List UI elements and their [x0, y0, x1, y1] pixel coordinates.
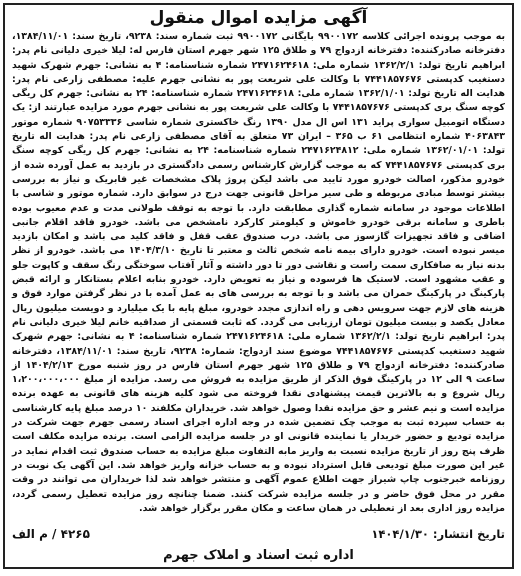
notice-title: آگهی مزایده اموال منقول	[149, 8, 368, 28]
notice-code: ۴۲۶۵ / م الف	[12, 527, 90, 541]
issuing-office: اداره ثبت اسناد و املاک جهرم	[163, 548, 354, 563]
notice-frame	[3, 3, 514, 569]
publish-date: تاریخ انتشار: ۱۴۰۴/۱/۳۰	[371, 527, 505, 541]
notice-footer	[12, 527, 505, 563]
notice-body: به موجب پرونده اجرائی کلاسه ۹۹۰۰۱۷۲ بایگانی ۹۹۰۰۱۷۲ ثبت شماره سند: ۹۲۳۸، تاریخ سند: ۱۳۸۴/۱۱/۰۱، دفترخانه صادرکننده: دفترخانه ازدواج ۷۹ و طلاق ۱۲۵ شهر جهرم استان فارس له: لیلا خیری دلیانی نام پدر: ابراهیم تاریخ تولد: ۱۳۶۲/۲/۱ شماره ملی: ۲۴۷۱۶۲۴۶۱۸ شماره شناسنامه: ۴ به نشانی: جهرم شهرک شهید دستغیب کدپستی ۷۴۴۱۸۵۷۶۷۶ با وکالت علی شریعت پور به نشانی جهرم علیه: مصطفی زارعی نام پدر: هدایت اله تاریخ تولد: ۱۳۶۲/۱/۰۱ شماره ملی: ۲۴۷۱۶۲۴۶۱۸ شماره شناسنامه: ۲۴ به نشانی: جهرم کل ریگی کوچه سنگ بری کدپستی ۷۴۴۱۸۵۷۶۷۶ با وکالت علی شریعت پور به نشانی جهرم مورد مزایده عبارتند از: یک دستگاه اتومبیل سواری پراید ۱۳۱ اس ال مدل ۱۳۹۰ رنگ خاکستری شماره شاسی ۹۰۷۵۳۳۳۶ شماره موتور ۴۰۶۳۸۴۳ شماره انتظامی ۶۱ ب ۳۶۵ – ایران ۷۳ متعلق به آقای مصطفی زارعی نام پدر: هدایت اله تاریخ تولد: ۱۳۶۲/۰۱/۰۱ شماره ملی: ۲۴۷۱۶۲۴۸۱۲ شماره شناسنامه: ۲۴ به نشانی: جهرم کل ریگی کوچه سنگ بری کدپستی ۷۴۴۱۸۵۷۶۷۶ که به موجب گزارش کارشناس رسمی دادگستری در بازدید به عمل آورده شده از خودرو مذکور، اصالت خودرو مورد تایید می باشد لیکن پروژ پلاک مشخصات غیر فابریک و نیاز به بررسی بیشتر توسط مبادی مربوطه و طی سیر مراحل قانونی جهت درج در سوابق دارد. شماره موتور و شاسی با اطلاعات موجود در سامانه شماره گذاری مطابقت دارد. با توجه به توقف طولانی مدت و عدم معیوب بوده باطری و سامانه برقی خودرو خاموش و کیلومتر کارکرد نامشخص می باشد. خودرو فاقد اقلام جانبی اضافی و فاقد تجهیزات گازسوز می باشد. درب صندوق عقب قفل و فاقد کلید می باشد و امکان بازدید میسر نبوده است. خودرو دارای بیمه نامه شخص ثالث و معتبر تا تاریخ ۱۴۰۴/۳/۱۰ می باشد. خودرو از نظر بدنه نیاز به صافکاری سمت راست و نقاشی دور تا دور داشته و آثار آفتاب سوختگی رنگ سقف و کاپوت جلو و عقب مشهود است. لاستیک ها فرسوده و نیاز به تعویض دارد. خودرو بنابه اعلام بستانکار و ارائه قبض پارکینگ در پارکینگ حمران می باشد و با توجه به بررسی های به عمل آمده با در نظر گرفتن موارد فوق و هزینه های لازم جهت سرویس دهی و راه اندازی مجدد خودرو، مبلغ پایه با یک میلیارد و دویست میلیون ریال معادل یکصد و بیست میلیون تومان ارزیابی می گردد. که ثابت قسمتی از صداقیه خانم لیلا خیری دلیانی نام پدر: ابراهیم تاریخ تولد: ۱۳۶۲/۲/۱ شماره ملی: ۲۴۷۱۶۲۴۶۱۸ شماره شناسنامه: ۴ به نشانی: جهرم شهرک شهید دستغیب کدپستی ۷۴۴۱۸۵۷۶۷۶ موضوع سند ازدواج: شماره: ۹۲۳۸، تاریخ سند: ۱۳۸۴/۱۱/۰۱، دفترخانه صادرکننده: دفترخانه ازدواج ۷۹ و طلاق ۱۲۵ شهر جهرم استان فارس در روز شنبه مورخ ۱۴۰۴/۲/۱۳ از ساعت ۹ الی ۱۲ در پارکینگ فوق الذکر از طریق مزایده به فروش می رسد. مزایده از مبلغ ۱،۲۰۰،۰۰۰،۰۰۰ ریال شروع و به بالاترین قیمت پیشنهادی نقدا فروخته می شود کلیه هزینه های قانونی به عهده برنده مزایده است و نیم عشر و حق مزایده نقدا وصول خواهد شد. خریداران مکلفند ۱۰ درصد مبلغ پایه کارشناسی به حساب سپرده ثبت به موجب چک تضمین شده در وجه اداره اجرای اسناد رسمی جهرم جهت شرکت در مزایده تودیع و حضور خریدار یا نماینده قانونی او در جلسه مزایده الزامی است. برنده مزایده مکلف است ظرف پنج روز از تاریخ مزایده نسبت به واریز مابه التفاوت مبلغ مزایده به حساب صندوق ثبت اقدام نماید در غیر این صورت مبلغ تودیعی قابل استرداد نبوده و به حساب خزانه واریز خواهد شد. این آگهی یک نوبت در روزنامه خبرجنوب چاپ شیراز جهت اطلاع عموم آگهی و منتشر خواهد شد لذا خریداران می توانند در وقت مقرر در محل فوق حاضر و در جلسه مزایده شرکت کنند. ضمنا چنانچه روز مزایده تعطیل رسمی گردد، مزایده روز اداری بعد از تعطیلی در همان ساعت و مکان مقرر برگزار خواهد شد.	[12, 31, 506, 514]
